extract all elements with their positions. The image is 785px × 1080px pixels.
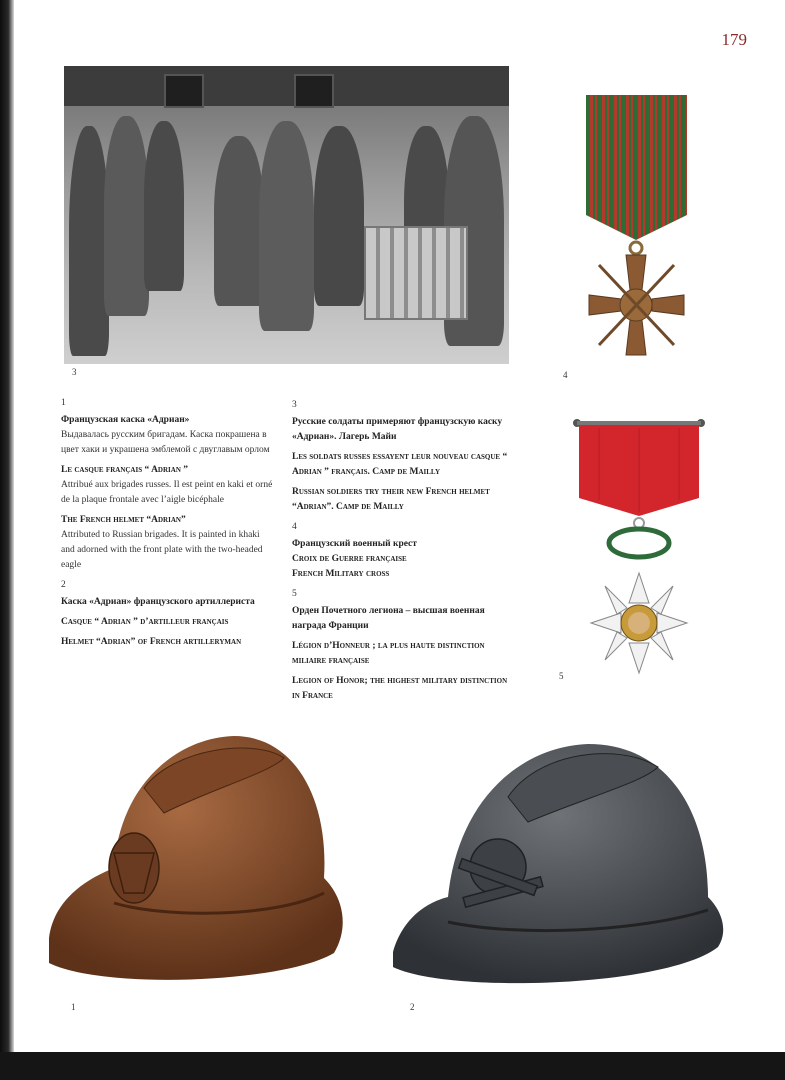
caption-5-fr: Légion d’Honneur ; la plus haute distinction miliaire française <box>292 641 485 666</box>
caption-2-en: Helmet “Adrian” of French artilleryman <box>61 637 242 647</box>
helmet-adrian-russian-image <box>44 728 354 993</box>
caption-5-en: Legion of Honor; the highest military distinction in France <box>292 676 508 701</box>
caption-4-fr: Croix de Guerre française <box>292 554 407 564</box>
caption-3-number: 3 <box>292 400 297 410</box>
caption-2-fr: Casque “ Adrian ” d’artilleur français <box>61 617 229 627</box>
caption-5-number: 5 <box>292 589 297 599</box>
figure-number-1: 1 <box>71 1002 76 1012</box>
caption-3-fr: Les soldats russes essayent leur nouveau casque “ Adrian ” français. Camp de Mailly <box>292 452 508 477</box>
caption-1-en-text: Attributed to Russian brigades. It is painted in khaki and adorned with the front plate with the two-headed eagle <box>61 530 263 570</box>
caption-column-left <box>61 396 273 655</box>
book-spine-shadow <box>0 0 14 1052</box>
page-number: 179 <box>721 30 747 49</box>
figure-number-5: 5 <box>559 671 564 681</box>
figure-number-2: 2 <box>410 1002 415 1012</box>
caption-3-ru: Русские солдаты примеряют французскую каску «Адриан». Лагерь Майи <box>292 417 503 442</box>
caption-2-number: 2 <box>61 580 66 590</box>
caption-4-ru: Французский военный крест <box>292 539 417 549</box>
caption-1-fr-title: Le casque français “ Adrian ” <box>61 465 189 475</box>
figure-number-4: 4 <box>563 370 568 380</box>
caption-column-middle <box>292 398 512 709</box>
helmet-adrian-artillery-image <box>388 732 733 992</box>
caption-2-ru: Каска «Адриан» французского артиллериста <box>61 597 255 607</box>
caption-1-ru-text: Выдавалась русским бригадам. Каска покрашена в цвет хаки и украшена эмблемой с двуглавым орлом <box>61 430 270 455</box>
caption-5-ru: Орден Почетного легиона – высшая военная награда Франции <box>292 606 485 631</box>
legion-of-honor-image <box>569 408 709 683</box>
caption-3-en: Russian soldiers try their new French helmet “Adrian”. Camp de Mailly <box>292 487 490 512</box>
caption-1-fr-text: Attribué aux brigades russes. Il est peint en kaki et orné de la plaque frontale avec l’aigle bicéphale <box>61 480 273 505</box>
caption-4-number: 4 <box>292 522 297 532</box>
figure-number-3: 3 <box>72 367 77 377</box>
caption-1-number: 1 <box>61 398 66 408</box>
croix-de-guerre-image <box>574 90 704 365</box>
caption-4-en: French Military cross <box>292 569 390 579</box>
photo-russian-soldiers <box>64 66 509 364</box>
caption-1-ru-title: Французская каска «Адриан» <box>61 415 190 425</box>
caption-1-en-title: The French helmet “Adrian” <box>61 515 186 525</box>
book-page <box>14 0 785 1052</box>
